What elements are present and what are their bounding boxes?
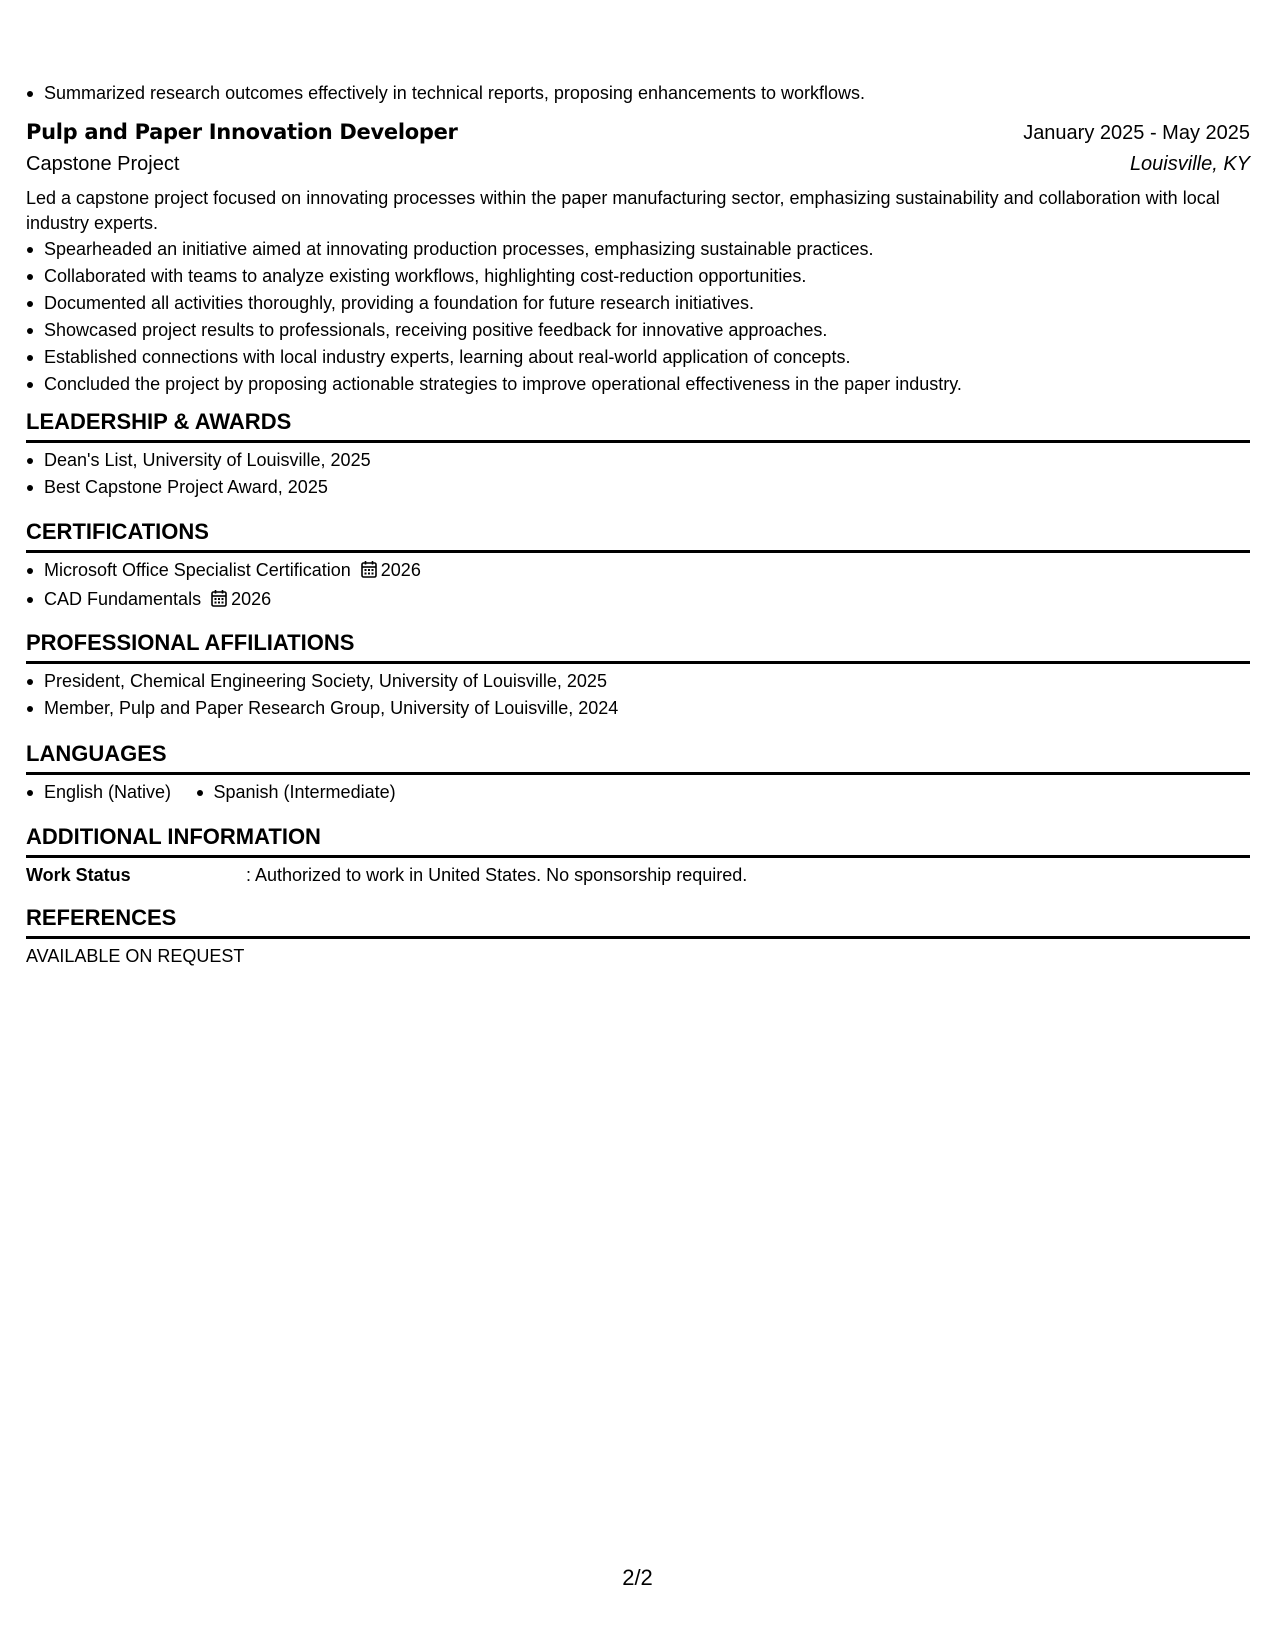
job-bullets — [26, 236, 1250, 398]
languages-list — [26, 779, 1250, 806]
job-organization: Capstone Project — [26, 153, 180, 175]
list-item: Best Capstone Project Award, 2025 — [26, 474, 1250, 501]
list-item: Documented all activities thoroughly, providing a foundation for future research initiatives. — [26, 290, 1250, 317]
previous-job-bullets — [26, 80, 1250, 107]
job-description: Led a capstone project focused on innovating processes within the paper manufacturing sector, emphasizing sustainability and collaboration with local industry experts. — [26, 188, 1220, 233]
work-status-value: : Authorized to work in United States. No sponsorship required. — [246, 865, 748, 885]
list-item: Collaborated with teams to analyze existing workflows, highlighting cost-reduction opportunities. — [26, 263, 1250, 290]
language-item: English (Native) — [26, 779, 171, 806]
section-title: LEADERSHIP & AWARDS — [26, 407, 1250, 443]
certification-item — [26, 586, 1250, 615]
list-item: Showcased project results to professionals, receiving positive feedback for innovative approaches. — [26, 317, 1250, 344]
work-status-row — [26, 862, 1250, 889]
list-item: President, Chemical Engineering Society, University of Louisville, 2025 — [26, 668, 1250, 695]
job-entry — [26, 117, 1250, 398]
affiliations-section — [26, 628, 1250, 722]
calendar-icon — [361, 559, 377, 586]
section-title: CERTIFICATIONS — [26, 517, 1250, 553]
work-status-label: Work Status — [26, 865, 131, 885]
list-item: Member, Pulp and Paper Research Group, University of Louisville, 2024 — [26, 695, 1250, 722]
list-item: Concluded the project by proposing actionable strategies to improve operational effectiveness in the paper industry. — [26, 371, 1250, 398]
job-location: Louisville, KY — [1129, 153, 1250, 175]
languages-section — [26, 739, 1250, 806]
section-title: LANGUAGES — [26, 739, 1250, 775]
certification-year: 2026 — [380, 560, 421, 580]
list-item: Dean's List, University of Louisville, 2025 — [26, 447, 1250, 474]
leadership-section — [26, 407, 1250, 501]
certification-year: 2026 — [231, 589, 272, 609]
affiliations-list — [26, 668, 1250, 722]
references-section — [26, 903, 1250, 970]
certification-name: Microsoft Office Specialist Certification — [44, 560, 351, 580]
calendar-icon — [211, 588, 227, 615]
certification-item — [26, 557, 1250, 586]
language-item: Spanish (Intermediate) — [196, 779, 396, 806]
references-text: AVAILABLE ON REQUEST — [26, 946, 245, 966]
list-item: Summarized research outcomes effectively in technical reports, proposing enhancements to workflows. — [26, 80, 1250, 107]
section-title: PROFESSIONAL AFFILIATIONS — [26, 628, 1250, 664]
certification-name: CAD Fundamentals — [44, 589, 202, 609]
list-item: Established connections with local industry experts, learning about real-world application of concepts. — [26, 344, 1250, 371]
leadership-list — [26, 447, 1250, 501]
job-subheader — [26, 148, 1250, 180]
certifications-list — [26, 557, 1250, 615]
job-dates: January 2025 - May 2025 — [1023, 122, 1250, 144]
additional-info-section — [26, 822, 1250, 889]
page-number: 2/2 — [622, 1565, 653, 1590]
section-title: ADDITIONAL INFORMATION — [26, 822, 1250, 858]
job-header — [26, 117, 1250, 148]
job-title: Pulp and Paper Innovation Developer — [26, 120, 458, 144]
section-title: REFERENCES — [26, 903, 1250, 939]
certifications-section — [26, 517, 1250, 615]
list-item: Spearheaded an initiative aimed at innovating production processes, emphasizing sustainable practices. — [26, 236, 1250, 263]
